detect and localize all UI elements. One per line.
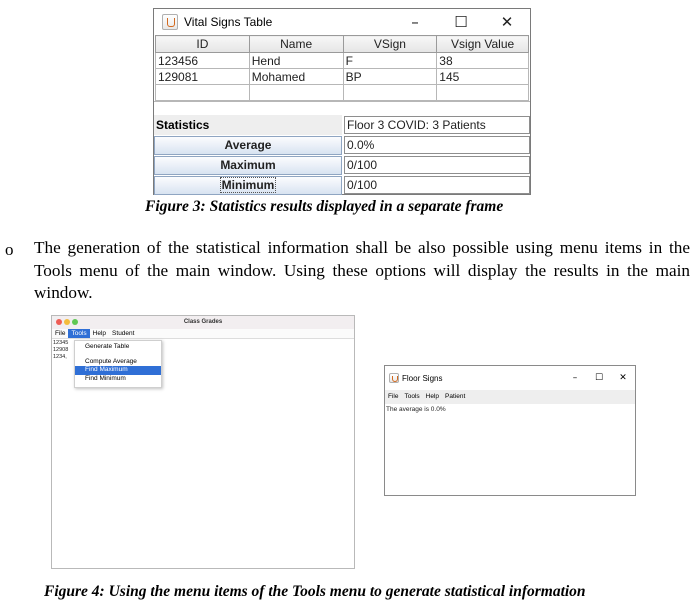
vital-signs-window xyxy=(153,8,531,195)
minimum-button[interactable] xyxy=(154,176,342,195)
figure3-caption: Figure 3: Statistics results displayed in a separate frame xyxy=(145,198,504,215)
table-cell[interactable] xyxy=(437,85,529,101)
statistics-info-field[interactable]: Floor 3 COVID: 3 Patients xyxy=(344,116,530,134)
window-title: Floor Signs xyxy=(402,373,443,383)
column-header-id[interactable]: ID xyxy=(156,36,250,53)
minimize-dot-icon[interactable] xyxy=(64,319,70,325)
menu-help[interactable]: Help xyxy=(92,330,107,337)
table-scroll-area xyxy=(154,101,530,107)
window-titlebar[interactable] xyxy=(385,366,635,390)
column-header-name[interactable]: Name xyxy=(249,36,343,53)
minimize-button[interactable]: – xyxy=(411,13,419,31)
maximum-button[interactable]: Maximum xyxy=(154,156,342,175)
java-app-icon xyxy=(162,14,178,30)
floor-signs-window xyxy=(384,365,636,496)
maximum-value-field[interactable]: 0/100 xyxy=(344,156,530,174)
minimum-value-field[interactable]: 0/100 xyxy=(344,176,530,194)
tools-dropdown-menu xyxy=(74,340,162,388)
average-button[interactable]: Average xyxy=(154,136,342,155)
close-button[interactable]: ✕ xyxy=(619,373,627,383)
table-cell[interactable]: 129081 xyxy=(156,69,250,85)
table-row[interactable] xyxy=(156,53,529,69)
table-cell[interactable]: F xyxy=(343,53,437,69)
table-cell[interactable] xyxy=(156,85,250,101)
menu-tools[interactable]: Tools xyxy=(68,329,89,338)
close-dot-icon[interactable] xyxy=(56,319,62,325)
list-item: 1234, xyxy=(53,354,67,360)
window-titlebar[interactable] xyxy=(154,9,530,35)
body-paragraph: The generation of the statistical information shall be also possible using menu items in the Tools menu of the main window. Using these options will display the results in the main window. xyxy=(34,238,690,302)
statistics-label: Statistics xyxy=(154,115,342,135)
figure4-caption: Figure 4: Using the menu items of the Tools menu to generate statistical information xyxy=(44,583,586,600)
menu-item-find-maximum[interactable]: Find Maximum xyxy=(75,366,161,375)
menu-file[interactable]: File xyxy=(388,393,399,400)
menu-patient[interactable]: Patient xyxy=(445,393,466,400)
window-title: Vital Signs Table xyxy=(184,15,273,29)
id-column xyxy=(53,340,68,361)
table-cell[interactable]: 145 xyxy=(437,69,529,85)
table-cell[interactable]: 38 xyxy=(437,53,529,69)
table-cell[interactable]: BP xyxy=(343,69,437,85)
statistics-panel xyxy=(154,115,530,195)
window-titlebar[interactable] xyxy=(52,316,354,329)
class-grades-window xyxy=(51,315,355,569)
column-header-vsign-value[interactable]: Vsign Value xyxy=(437,36,529,53)
table-cell[interactable]: 123456 xyxy=(156,53,250,69)
table-row[interactable] xyxy=(156,85,529,101)
table-cell[interactable] xyxy=(249,85,343,101)
close-button[interactable]: ✕ xyxy=(500,13,514,31)
zoom-dot-icon[interactable] xyxy=(72,319,78,325)
menu-file[interactable]: File xyxy=(55,330,66,337)
table-cell[interactable]: Mohamed xyxy=(249,69,343,85)
menu-item-find-minimum[interactable]: Find Minimum xyxy=(85,374,126,382)
result-message: The average is 0.0% xyxy=(386,406,446,413)
menu-tools[interactable]: Tools xyxy=(404,393,420,400)
minimize-button[interactable]: – xyxy=(572,373,578,383)
menu-item-generate-table[interactable]: Generate Table xyxy=(85,343,130,350)
menu-student[interactable]: Student xyxy=(112,330,135,337)
menu-bar xyxy=(385,390,635,404)
menu-help[interactable]: Help xyxy=(425,393,440,400)
maximize-button[interactable]: ☐ xyxy=(594,373,604,383)
minimum-button-label: Minimum xyxy=(221,177,275,192)
table-row[interactable] xyxy=(156,69,529,85)
java-app-icon xyxy=(389,373,399,383)
maximize-button[interactable]: ☐ xyxy=(454,13,468,31)
menu-item-compute-average[interactable]: Compute Average xyxy=(85,357,137,365)
table-cell[interactable] xyxy=(343,85,437,101)
menu-bar xyxy=(52,329,354,339)
average-value-field[interactable]: 0.0% xyxy=(344,136,530,154)
vital-signs-table xyxy=(155,35,529,101)
bullet-marker: o xyxy=(5,240,14,259)
list-item: 12345 xyxy=(53,340,69,346)
column-header-vsign[interactable]: VSign xyxy=(343,36,437,53)
table-cell[interactable]: Hend xyxy=(249,53,343,69)
window-title: Class Grades xyxy=(183,319,223,325)
list-item: 12908 xyxy=(53,347,69,353)
